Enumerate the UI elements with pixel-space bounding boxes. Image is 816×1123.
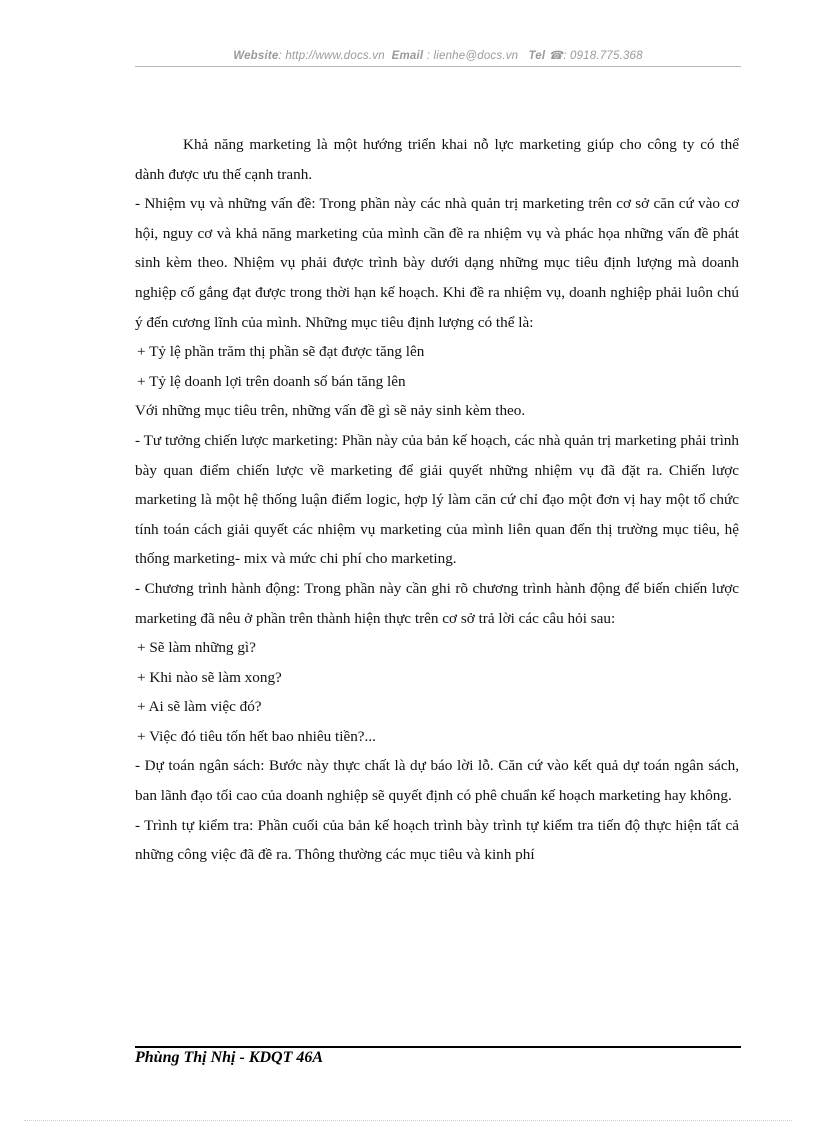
document-body bbox=[135, 130, 739, 870]
tel-label: Tel bbox=[528, 50, 546, 62]
bullet-item: + Tỷ lệ doanh lợi trên doanh số bán tăng lên bbox=[137, 372, 406, 390]
page-header bbox=[135, 48, 741, 62]
bullet-item: + Khi nào sẽ làm xong? bbox=[137, 668, 282, 686]
phone-icon: ☎ bbox=[548, 50, 564, 62]
body-paragraph: - Tư tưởng chiến lược marketing: Phần này của bản kế hoạch, các nhà quản trị marketing phải trình bày quan điểm chiến lược về marketing để giải quyết những nhiệm vụ đã đặt ra. Chiến lược marketing là một hệ thống luận điểm logic, hợp lý làm căn cứ chỉ đạo một đơn vị hay một tổ chức tính toán cách giải quyết các nhiệm vụ marketing của mình liên quan đến thị trường mục tiêu, hệ thống marketing- mix và mức chi phí cho marketing. bbox=[135, 431, 739, 568]
body-paragraph: - Chương trình hành động: Trong phần này cần ghi rõ chương trình hành động để biến chiến lược marketing đã nêu ở phần trên thành hiện thực trên cơ sở trả lời các câu hỏi sau: bbox=[135, 579, 739, 627]
page-bottom-border bbox=[24, 1120, 792, 1121]
bullet-item: + Sẽ làm những gì? bbox=[137, 639, 256, 657]
email-value: : lienhe@docs.vn bbox=[423, 50, 519, 62]
header-rule bbox=[135, 66, 741, 67]
website-value: : http://www.docs.vn bbox=[278, 50, 385, 62]
body-paragraph: Khả năng marketing là một hướng triển khai nỗ lực marketing giúp cho công ty có thể dành được ưu thế cạnh tranh. bbox=[135, 136, 739, 183]
website-label: Website bbox=[233, 50, 279, 62]
bullet-item: + Việc đó tiêu tốn hết bao nhiêu tiền?... bbox=[137, 727, 376, 745]
email-label: Email bbox=[391, 50, 424, 62]
bullet-item: + Tỷ lệ phần trăm thị phần sẽ đạt được tăng lên bbox=[137, 343, 425, 361]
page-footer-author: Phùng Thị Nhị - KDQT 46A bbox=[135, 1049, 324, 1066]
body-paragraph: - Dự toán ngân sách: Bước này thực chất là dự báo lời lỗ. Căn cứ vào kết quả dự toán ngân sách, ban lãnh đạo tối cao của doanh nghiệp sẽ quyết định có phê chuẩn kế hoạch marketing hay không. bbox=[135, 757, 739, 805]
footer-rule bbox=[135, 1046, 741, 1048]
body-paragraph: Với những mục tiêu trên, những vấn đề gì sẽ nảy sinh kèm theo. bbox=[135, 402, 526, 420]
body-paragraph: - Trình tự kiểm tra: Phần cuối của bản kế hoạch trình bày trình tự kiểm tra tiến độ thực hiện tất cả những công việc đã đề ra. Thông thường các mục tiêu và kinh phí bbox=[135, 816, 739, 864]
body-paragraph: - Nhiệm vụ và những vấn đề: Trong phần này các nhà quản trị marketing trên cơ sở căn cứ vào cơ hội, nguy cơ và khả năng marketing của mình cần đề ra nhiệm vụ và phác họa những vấn đề phát sinh kèm theo. Nhiệm vụ phải được trình bày dưới dạng những mục tiêu định lượng mà doanh nghiệp cố gắng đạt được trong thời hạn kế hoạch. Khi đề ra nhiệm vụ, doanh nghiệp phải luôn chú ý đến cương lĩnh của mình. Những mục tiêu định lượng có thể là: bbox=[135, 195, 739, 331]
bullet-item: + Ai sẽ làm việc đó? bbox=[137, 698, 262, 716]
tel-value: : 0918.775.368 bbox=[563, 50, 643, 62]
